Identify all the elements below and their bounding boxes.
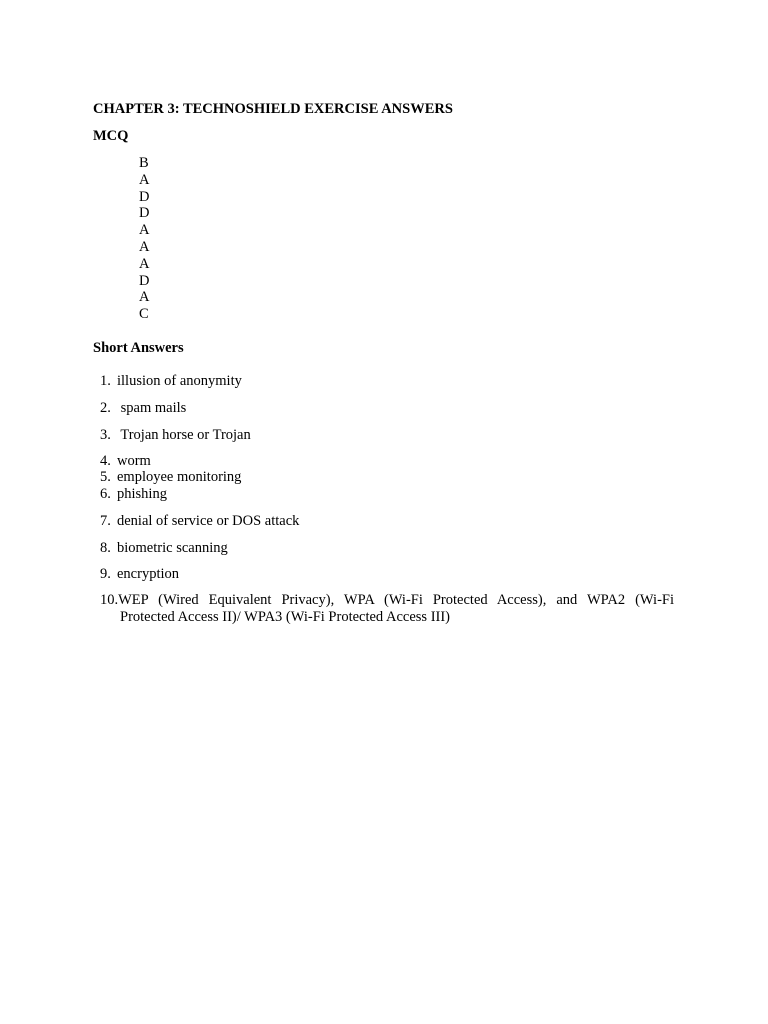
short-answer-text: Trojan horse or Trojan [117, 427, 251, 443]
short-answer-number: 7. [100, 513, 111, 529]
mcq-answer: A [139, 238, 150, 255]
short-answer-text: worm [117, 453, 151, 469]
mcq-answer: A [139, 255, 150, 272]
short-answer-text: phishing [117, 486, 167, 502]
short-answer-number: 3. [100, 427, 111, 443]
short-answer-text: denial of service or DOS attack [117, 513, 300, 529]
short-answer-10-line2: Protected Access II)/ WPA3 (Wi-Fi Protected Access III) [120, 609, 451, 625]
mcq-answer: D [139, 272, 150, 289]
short-answers-heading: Short Answers [93, 340, 184, 356]
page-title: CHAPTER 3: TECHNOSHIELD EXERCISE ANSWERS [93, 101, 453, 117]
short-answer-text: illusion of anonymity [117, 373, 242, 389]
mcq-heading: MCQ [93, 128, 129, 144]
short-answer-text: biometric scanning [117, 540, 228, 556]
mcq-answer: A [139, 289, 150, 306]
short-answer-number: 1. [100, 373, 111, 389]
short-answer-text: encryption [117, 566, 180, 582]
short-answer-number: 8. [100, 540, 111, 556]
short-answer-number: 5. [100, 469, 111, 485]
list-item [100, 592, 674, 626]
mcq-answer: A [139, 171, 150, 188]
mcq-answer: D [139, 205, 150, 222]
mcq-answer: A [139, 222, 150, 239]
mcq-answer: B [139, 155, 149, 171]
short-answer-10-line1: 10.WEP (Wired Equivalent Privacy), WPA (Wi-Fi Protected Access), and WPA2 (Wi-Fi [100, 592, 674, 608]
mcq-answer: D [139, 188, 150, 205]
short-answer-number: 6. [100, 486, 111, 502]
short-answer-number: 2. [100, 400, 111, 416]
short-answer-number: 4. [100, 453, 111, 469]
short-answer-number: 9. [100, 566, 111, 582]
short-answer-text: spam mails [117, 400, 187, 416]
short-answer-text: employee monitoring [117, 469, 242, 485]
mcq-answer: C [139, 306, 149, 323]
